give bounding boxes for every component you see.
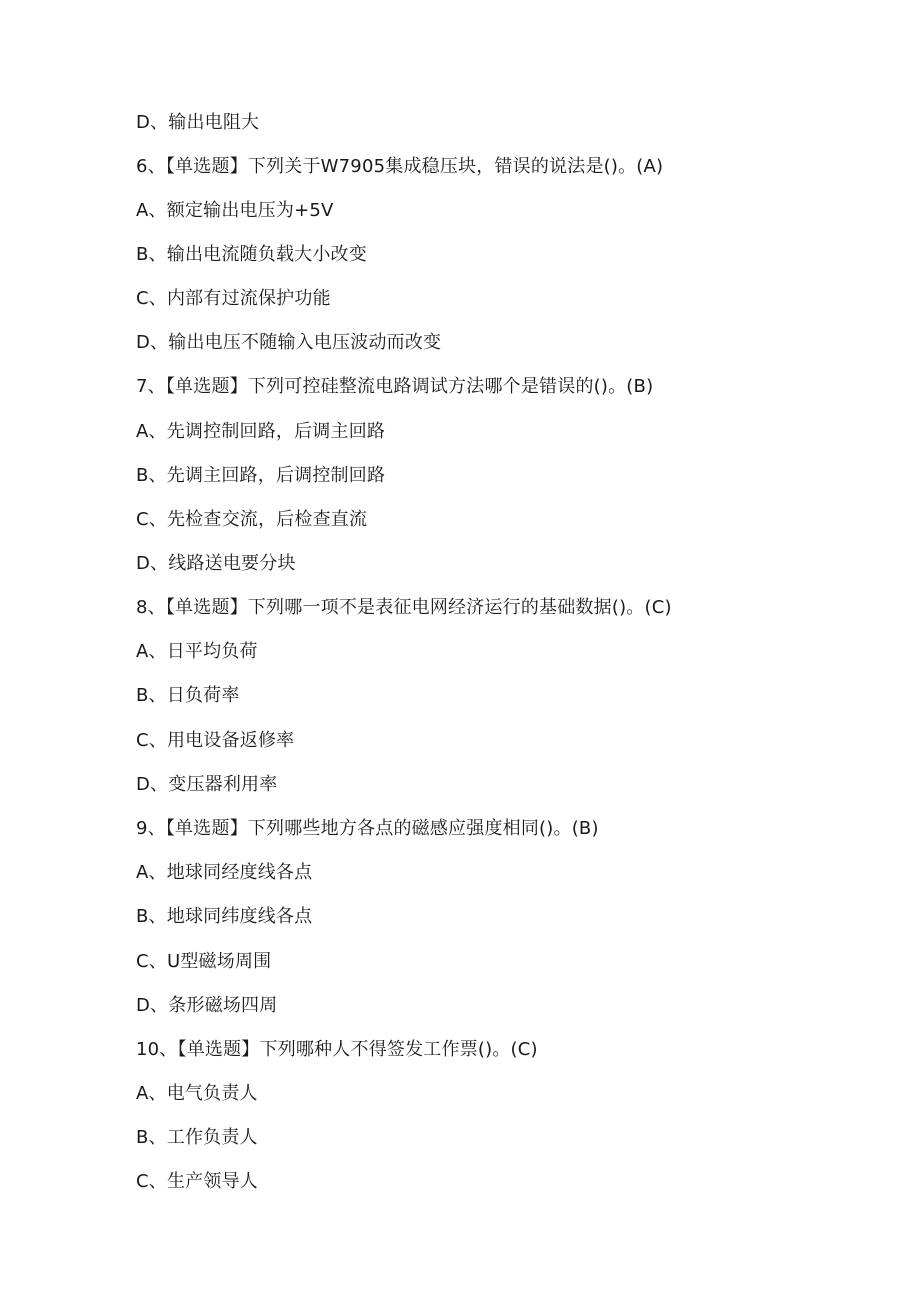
option-line: D、输出电压不随输入电压波动而改变 xyxy=(136,332,442,353)
option-line: C、用电设备返修率 xyxy=(136,730,295,751)
option-line: B、工作负责人 xyxy=(136,1127,258,1148)
option-line: C、U型磁场周围 xyxy=(136,951,272,972)
question-line: 9、【单选题】下列哪些地方各点的磁感应强度相同()。(B) xyxy=(136,818,599,839)
option-line: A、额定输出电压为+5V xyxy=(136,200,334,221)
question-line: 7、【单选题】下列可控硅整流电路调试方法哪个是错误的()。(B) xyxy=(136,376,654,397)
option-line: A、地球同经度线各点 xyxy=(136,862,313,883)
option-line: C、内部有过流保护功能 xyxy=(136,288,331,309)
question-line: 6、【单选题】下列关于W7905集成稳压块，错误的说法是()。(A) xyxy=(136,156,664,177)
option-line: C、先检查交流，后检查直流 xyxy=(136,509,368,530)
question-line: 8、【单选题】下列哪一项不是表征电网经济运行的基础数据()。(C) xyxy=(136,597,672,618)
option-line: D、输出电阻大 xyxy=(136,112,260,133)
question-line: 10、【单选题】下列哪种人不得签发工作票()。(C) xyxy=(136,1039,538,1060)
option-line: C、生产领导人 xyxy=(136,1171,258,1192)
option-line: A、先调控制回路，后调主回路 xyxy=(136,421,386,442)
option-line: B、日负荷率 xyxy=(136,685,240,706)
option-line: B、地球同纬度线各点 xyxy=(136,906,313,927)
option-line: B、先调主回路，后调控制回路 xyxy=(136,465,386,486)
option-line: B、输出电流随负载大小改变 xyxy=(136,244,367,265)
option-line: A、日平均负荷 xyxy=(136,641,258,662)
option-line: D、变压器利用率 xyxy=(136,774,278,795)
option-line: D、条形磁场四周 xyxy=(136,995,278,1016)
option-line: A、电气负责人 xyxy=(136,1083,258,1104)
option-line: D、线路送电要分块 xyxy=(136,553,296,574)
